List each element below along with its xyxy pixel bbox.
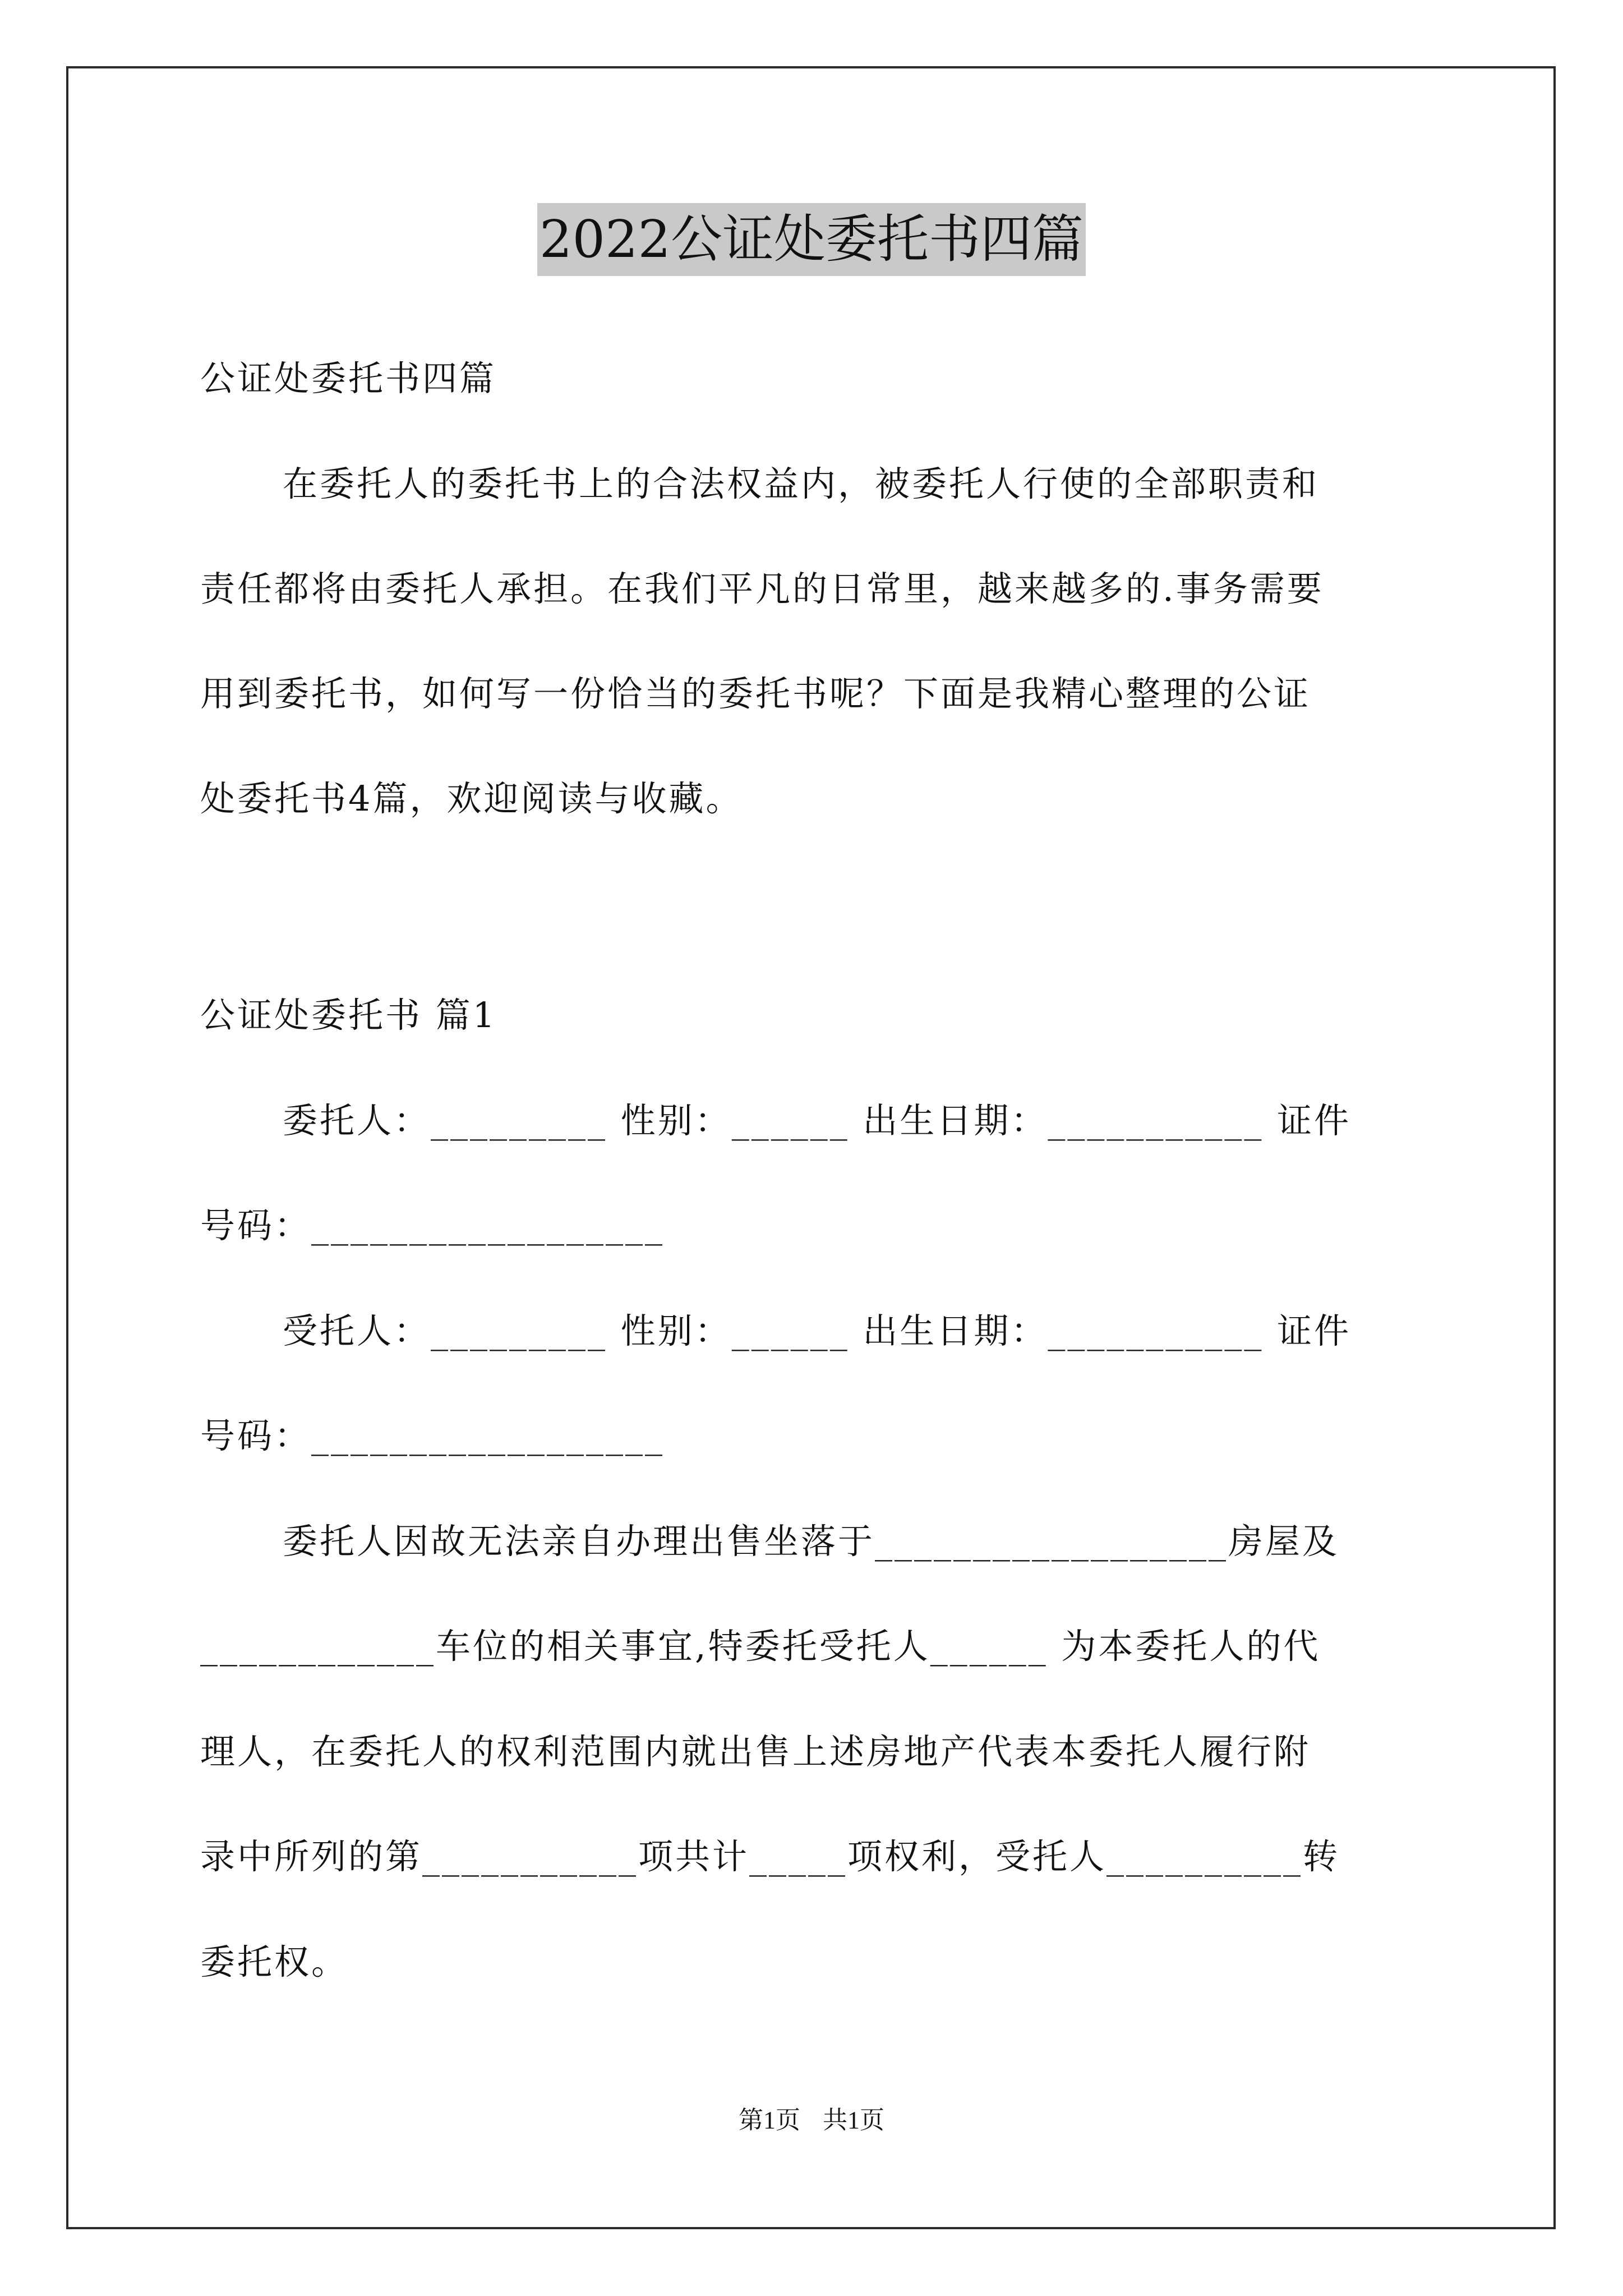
intro-line-4: 处委托书4篇，欢迎阅读与收藏。 bbox=[200, 778, 743, 819]
intro-line-2: 责任都将由委托人承担。在我们平凡的日常里，越来越多的.事务需要 bbox=[200, 568, 1324, 609]
body-line-5: 委托权。 bbox=[200, 1941, 349, 1982]
principal-id-line: 号码：__________________ bbox=[200, 1205, 665, 1246]
intro-line-1: 在委托人的委托书上的合法权益内，被委托人行使的全部职责和 bbox=[283, 463, 1320, 504]
body-line-2: ____________车位的相关事宜,特委托受托人______ 为本委托人的代 bbox=[200, 1626, 1321, 1667]
page-number: 第1页 bbox=[739, 2106, 800, 2134]
section-heading: 公证处委托书 篇1 bbox=[200, 995, 497, 1036]
agent-line: 受托人：_________ 性别：______ 出生日期：___________ 证件 bbox=[283, 1310, 1352, 1351]
body-line-3: 理人，在委托人的权利范围内就出售上述房地产代表本委托人履行附 bbox=[200, 1731, 1311, 1772]
document-subtitle: 公证处委托书四篇 bbox=[200, 358, 497, 399]
principal-line: 委托人：_________ 性别：______ 出生日期：___________ 证件 bbox=[283, 1100, 1352, 1141]
page-footer bbox=[0, 2104, 1623, 2137]
agent-id-line: 号码：__________________ bbox=[200, 1415, 665, 1456]
title-container bbox=[0, 203, 1623, 276]
page-total: 共1页 bbox=[823, 2106, 884, 2134]
body-line-1: 委托人因故无法亲自办理出售坐落于__________________房屋及 bbox=[283, 1521, 1340, 1562]
intro-line-3: 用到委托书，如何写一份恰当的委托书呢？下面是我精心整理的公证 bbox=[200, 673, 1311, 714]
document-title: 2022公证处委托书四篇 bbox=[537, 203, 1086, 276]
body-line-4: 录中所列的第___________项共计_____项权利，受托人__________转 bbox=[200, 1836, 1340, 1877]
